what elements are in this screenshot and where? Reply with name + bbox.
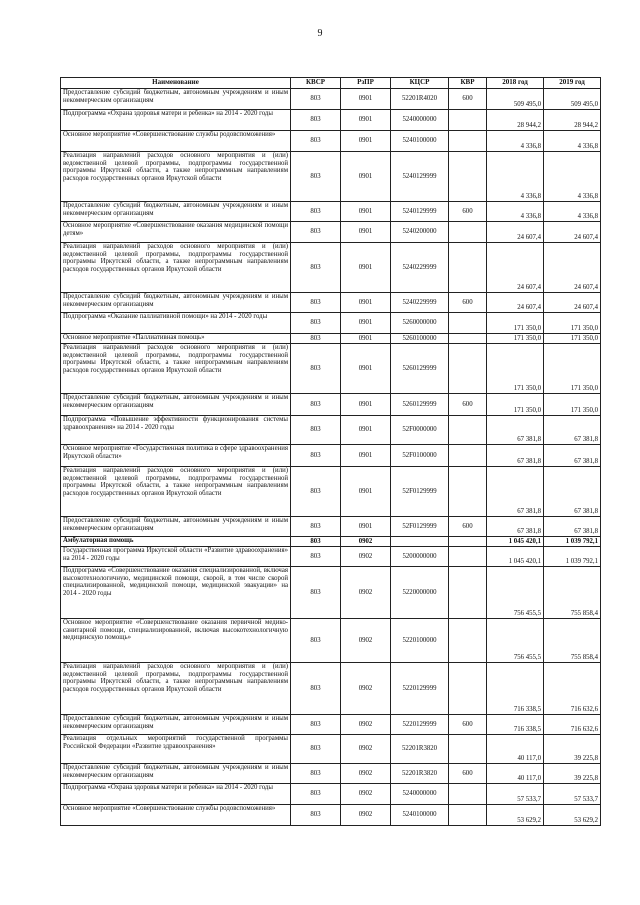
- row-name: Предоставление субсидий бюджетным, автономным учреждениям и иным некоммерческим организациям: [61, 715, 291, 735]
- row-amount-2018: 40 117,0: [487, 735, 544, 764]
- row-name: Подпрограмма «Охрана здоровья матери и ребенка» на 2014 - 2020 годы: [61, 110, 291, 131]
- row-kvr: 600: [449, 517, 487, 537]
- row-amount-2019: 716 632,6: [544, 663, 601, 715]
- row-rzpr: 0901: [341, 222, 391, 243]
- row-rzpr: 0902: [341, 764, 391, 784]
- row-kcsr: 5240129999: [391, 202, 449, 222]
- row-kvr: [449, 467, 487, 517]
- row-kvsr: 803: [291, 110, 341, 131]
- row-amount-2018: 4 336,8: [487, 131, 544, 152]
- column-header-2019: 2019 год: [544, 78, 601, 89]
- row-rzpr: 0901: [341, 202, 391, 222]
- row-amount-2018: 28 944,2: [487, 110, 544, 131]
- row-rzpr: 0901: [341, 152, 391, 202]
- row-name: Реализация направлений расходов основного мероприятия и (или) ведомственной целевой программы, подпрограммы государственной программы Иркутской области, а также непрограммным направлениям расходов государственных органов Иркутской области: [61, 243, 291, 293]
- row-kvsr: 803: [291, 445, 341, 467]
- row-kvsr: 803: [291, 764, 341, 784]
- row-amount-2019: 39 225,8: [544, 764, 601, 784]
- row-amount-2019: 24 607,4: [544, 222, 601, 243]
- row-kcsr: 52F0129999: [391, 467, 449, 517]
- row-kvsr: 803: [291, 735, 341, 764]
- row-kvr: [449, 243, 487, 293]
- row-name: Подпрограмма «Оказание паллиативной помощи» на 2014 - 2020 годы: [61, 313, 291, 334]
- table-row: [61, 152, 601, 202]
- row-amount-2018: 171 350,0: [487, 394, 544, 416]
- row-amount-2018: 509 495,0: [487, 89, 544, 110]
- row-kvr: [449, 567, 487, 619]
- row-name: Подпрограмма «Повышение эффективности функционирования системы здравоохранения» на 2014 - 2020 годы: [61, 416, 291, 445]
- row-name: Амбулаторная помощь: [61, 537, 291, 547]
- row-kvsr: 803: [291, 89, 341, 110]
- row-kvsr: 803: [291, 567, 341, 619]
- row-kvsr: 803: [291, 334, 341, 344]
- table-row: [61, 202, 601, 222]
- row-kvr: [449, 619, 487, 663]
- table-row: [61, 619, 601, 663]
- table-row: [61, 517, 601, 537]
- row-amount-2018: 756 455,5: [487, 567, 544, 619]
- table-row: [61, 547, 601, 567]
- row-rzpr: 0901: [341, 344, 391, 394]
- table-row: [61, 764, 601, 784]
- row-kvsr: 803: [291, 547, 341, 567]
- row-kvr: [449, 416, 487, 445]
- row-kcsr: 5260000000: [391, 313, 449, 334]
- row-kcsr: 5220000000: [391, 567, 449, 619]
- row-amount-2019: 171 350,0: [544, 313, 601, 334]
- table-row: [61, 735, 601, 764]
- row-kvsr: 803: [291, 152, 341, 202]
- row-kvr: [449, 110, 487, 131]
- row-amount-2019: 4 336,8: [544, 202, 601, 222]
- row-kvsr: 803: [291, 394, 341, 416]
- table-row: [61, 344, 601, 394]
- row-kcsr: 5240129999: [391, 152, 449, 202]
- row-kvsr: 803: [291, 715, 341, 735]
- row-amount-2019: 28 944,2: [544, 110, 601, 131]
- row-amount-2018: 57 533,7: [487, 784, 544, 805]
- row-name: Предоставление субсидий бюджетным, автономным учреждениям и иным некоммерческим организациям: [61, 764, 291, 784]
- row-kvr: 600: [449, 764, 487, 784]
- row-rzpr: 0902: [341, 805, 391, 826]
- row-kvsr: 803: [291, 222, 341, 243]
- column-header-name: Наименование: [61, 78, 291, 89]
- row-kcsr: 5200000000: [391, 547, 449, 567]
- table-row: [61, 805, 601, 826]
- row-amount-2019: 171 350,0: [544, 344, 601, 394]
- row-kvr: [449, 222, 487, 243]
- row-kvsr: 803: [291, 293, 341, 313]
- row-amount-2018: 4 336,8: [487, 202, 544, 222]
- row-rzpr: 0902: [341, 663, 391, 715]
- row-kvr: [449, 131, 487, 152]
- row-kcsr: 5240100000: [391, 131, 449, 152]
- row-amount-2019: 67 381,8: [544, 517, 601, 537]
- row-kvsr: 803: [291, 467, 341, 517]
- row-rzpr: 0901: [341, 445, 391, 467]
- row-name: Реализация отдельных мероприятий государственной программы Российской Федерации «Развитие здравоохранения»: [61, 735, 291, 764]
- table-row: [61, 243, 601, 293]
- row-rzpr: 0901: [341, 517, 391, 537]
- row-name: Реализация направлений расходов основного мероприятия и (или) ведомственной целевой программы, подпрограммы государственной программы Иркутской области, а также непрограммным направлениям расходов государственных органов Иркутской области: [61, 467, 291, 517]
- row-kvsr: 803: [291, 619, 341, 663]
- table-row: [61, 715, 601, 735]
- table-row: [61, 89, 601, 110]
- row-kvr: 600: [449, 89, 487, 110]
- row-kvr: [449, 663, 487, 715]
- row-amount-2019: 1 039 792,1: [544, 537, 601, 547]
- row-rzpr: 0901: [341, 467, 391, 517]
- row-kvr: [449, 784, 487, 805]
- row-amount-2019: 4 336,8: [544, 131, 601, 152]
- table-row: [61, 334, 601, 344]
- row-kvr: [449, 152, 487, 202]
- table-row: [61, 445, 601, 467]
- row-name: Государственная программа Иркутской области «Развитие здравоохранения» на 2014 - 2020 годы: [61, 547, 291, 567]
- row-amount-2019: 171 350,0: [544, 334, 601, 344]
- row-rzpr: 0901: [341, 89, 391, 110]
- row-name: Подпрограмма «Охрана здоровья матери и ребенка» на 2014 - 2020 годы: [61, 784, 291, 805]
- row-kvr: 600: [449, 293, 487, 313]
- row-kvr: 600: [449, 202, 487, 222]
- row-kvr: 600: [449, 715, 487, 735]
- row-kcsr: 5240000000: [391, 110, 449, 131]
- row-kcsr: 5260100000: [391, 334, 449, 344]
- row-amount-2018: 24 607,4: [487, 222, 544, 243]
- row-name: Реализация направлений расходов основного мероприятия и (или) ведомственной целевой программы, подпрограммы государственной программы Иркутской области, а также непрограммным направлениям расходов государственных органов Иркутской области: [61, 663, 291, 715]
- budget-table: [60, 77, 601, 826]
- table-row: [61, 784, 601, 805]
- row-kcsr: 5260129999: [391, 344, 449, 394]
- column-header-2018: 2018 год: [487, 78, 544, 89]
- row-kvsr: 803: [291, 202, 341, 222]
- column-header-kvsr: КВСР: [291, 78, 341, 89]
- row-name: Основное мероприятие «Совершенствование службы родовспоможения»: [61, 131, 291, 152]
- row-amount-2018: 24 607,4: [487, 293, 544, 313]
- row-amount-2018: 1 045 420,1: [487, 547, 544, 567]
- row-kvr: [449, 735, 487, 764]
- row-kcsr: 5220100000: [391, 619, 449, 663]
- row-kcsr: 5240000000: [391, 784, 449, 805]
- row-amount-2019: 171 350,0: [544, 394, 601, 416]
- row-amount-2019: 53 629,2: [544, 805, 601, 826]
- row-name: Реализация направлений расходов основного мероприятия и (или) ведомственной целевой программы, подпрограммы государственной программы Иркутской области, а также непрограммным направлениям расходов государственных органов Иркутской области: [61, 344, 291, 394]
- row-name: Предоставление субсидий бюджетным, автономным учреждениям и иным некоммерческим организациям: [61, 394, 291, 416]
- row-amount-2018: 716 338,5: [487, 663, 544, 715]
- row-kvsr: 803: [291, 344, 341, 394]
- row-amount-2019: 39 225,8: [544, 735, 601, 764]
- row-amount-2018: 716 338,5: [487, 715, 544, 735]
- table-row: [61, 467, 601, 517]
- row-amount-2018: 67 381,8: [487, 517, 544, 537]
- row-kvsr: 803: [291, 243, 341, 293]
- column-header-kvr: КВР: [449, 78, 487, 89]
- row-kcsr: 52201R3820: [391, 735, 449, 764]
- row-amount-2018: 171 350,0: [487, 344, 544, 394]
- row-amount-2019: 716 632,6: [544, 715, 601, 735]
- row-kvr: [449, 313, 487, 334]
- row-rzpr: 0902: [341, 735, 391, 764]
- row-amount-2019: 24 607,4: [544, 243, 601, 293]
- row-name: Предоставление субсидий бюджетным, автономным учреждениям и иным некоммерческим организациям: [61, 89, 291, 110]
- row-rzpr: 0901: [341, 110, 391, 131]
- row-kvr: [449, 334, 487, 344]
- table-row: [61, 313, 601, 334]
- row-amount-2018: 40 117,0: [487, 764, 544, 784]
- row-name: Основное мероприятие «Совершенствование службы родовспоможения»: [61, 805, 291, 826]
- table-body: [61, 89, 601, 826]
- row-kvr: [449, 537, 487, 547]
- row-kcsr: 52201R4020: [391, 89, 449, 110]
- row-amount-2019: 67 381,8: [544, 416, 601, 445]
- row-kcsr: 52F0000000: [391, 416, 449, 445]
- row-rzpr: 0902: [341, 784, 391, 805]
- table-row: [61, 131, 601, 152]
- row-rzpr: 0901: [341, 131, 391, 152]
- row-kcsr: 5220129999: [391, 715, 449, 735]
- row-kvsr: 803: [291, 416, 341, 445]
- row-amount-2018: 67 381,8: [487, 416, 544, 445]
- row-kvr: [449, 344, 487, 394]
- row-amount-2019: 755 858,4: [544, 567, 601, 619]
- row-amount-2019: 57 533,7: [544, 784, 601, 805]
- row-name: Предоставление субсидий бюджетным, автономным учреждениям и иным некоммерческим организациям: [61, 202, 291, 222]
- row-kvsr: 803: [291, 805, 341, 826]
- row-name: Предоставление субсидий бюджетным, автономным учреждениям и иным некоммерческим организациям: [61, 517, 291, 537]
- row-kcsr: 5220129999: [391, 663, 449, 715]
- row-kvsr: 803: [291, 784, 341, 805]
- table-row: [61, 394, 601, 416]
- row-rzpr: 0901: [341, 243, 391, 293]
- row-amount-2018: 24 607,4: [487, 243, 544, 293]
- row-amount-2018: 756 455,5: [487, 619, 544, 663]
- row-name: Предоставление субсидий бюджетным, автономным учреждениям и иным некоммерческим организациям: [61, 293, 291, 313]
- row-kvsr: 803: [291, 313, 341, 334]
- row-kvr: [449, 547, 487, 567]
- row-amount-2018: 4 336,8: [487, 152, 544, 202]
- table-row: [61, 110, 601, 131]
- row-kcsr: 52F0129999: [391, 517, 449, 537]
- row-amount-2018: 67 381,8: [487, 445, 544, 467]
- row-kcsr: 5260129999: [391, 394, 449, 416]
- row-amount-2019: 67 381,8: [544, 445, 601, 467]
- row-amount-2019: 755 858,4: [544, 619, 601, 663]
- table-row: [61, 663, 601, 715]
- row-kvsr: 803: [291, 537, 341, 547]
- row-rzpr: 0902: [341, 567, 391, 619]
- table-row: [61, 416, 601, 445]
- row-kvr: [449, 445, 487, 467]
- row-kvsr: 803: [291, 131, 341, 152]
- row-amount-2018: 67 381,8: [487, 467, 544, 517]
- row-kvr: 600: [449, 394, 487, 416]
- row-amount-2019: 509 495,0: [544, 89, 601, 110]
- row-name: Реализация направлений расходов основного мероприятия и (или) ведомственной целевой программы, подпрограммы государственной программы Иркутской области, а также непрограммным направлениям расходов государственных органов Иркутской области: [61, 152, 291, 202]
- row-amount-2019: 24 607,4: [544, 293, 601, 313]
- row-rzpr: 0901: [341, 334, 391, 344]
- column-header-kcsr: КЦСР: [391, 78, 449, 89]
- row-name: Основное мероприятие «Государственная политика в сфере здравоохранения Иркутской области»: [61, 445, 291, 467]
- row-kcsr: 5240100000: [391, 805, 449, 826]
- row-kvr: [449, 805, 487, 826]
- row-rzpr: 0902: [341, 547, 391, 567]
- row-kcsr: 5240200000: [391, 222, 449, 243]
- row-amount-2018: 171 350,0: [487, 313, 544, 334]
- row-amount-2019: 4 336,8: [544, 152, 601, 202]
- row-name: Основное мероприятие «Паллиативная помощь»: [61, 334, 291, 344]
- row-amount-2018: 1 045 420,1: [487, 537, 544, 547]
- table-row: [61, 222, 601, 243]
- row-rzpr: 0901: [341, 416, 391, 445]
- table-row: [61, 293, 601, 313]
- row-kcsr: 52201R3820: [391, 764, 449, 784]
- row-name: Основное мероприятие «Совершенствование оказания медицинской помощи детям»: [61, 222, 291, 243]
- row-amount-2018: 53 629,2: [487, 805, 544, 826]
- page-number: 9: [317, 28, 323, 39]
- row-amount-2018: 171 350,0: [487, 334, 544, 344]
- row-name: Подпрограмма «Совершенствование оказания специализированной, включая высокотехнологичную, медицинской помощи, скорой, в том числе скорой специализированной, медицинской помощи, медицинской эвакуации» на 2014 - 2020 годы: [61, 567, 291, 619]
- table-row: [61, 567, 601, 619]
- row-kcsr: 5240229999: [391, 293, 449, 313]
- row-rzpr: 0902: [341, 537, 391, 547]
- row-kcsr: 5240229999: [391, 243, 449, 293]
- row-rzpr: 0902: [341, 715, 391, 735]
- row-rzpr: 0901: [341, 293, 391, 313]
- row-kvsr: 803: [291, 517, 341, 537]
- row-amount-2019: 1 039 792,1: [544, 547, 601, 567]
- column-header-rzpr: РзПР: [341, 78, 391, 89]
- row-rzpr: 0902: [341, 619, 391, 663]
- row-kcsr: [391, 537, 449, 547]
- table-row: [61, 537, 601, 547]
- table-header-row: [61, 78, 601, 89]
- row-amount-2019: 67 381,8: [544, 467, 601, 517]
- row-name: Основное мероприятие «Совершенствование оказания первичной медико-санитарной помощи, специализированной, включая высокотехнологичную медицинскую помощь»: [61, 619, 291, 663]
- row-kvsr: 803: [291, 663, 341, 715]
- row-rzpr: 0901: [341, 394, 391, 416]
- row-rzpr: 0901: [341, 313, 391, 334]
- row-kcsr: 52F0100000: [391, 445, 449, 467]
